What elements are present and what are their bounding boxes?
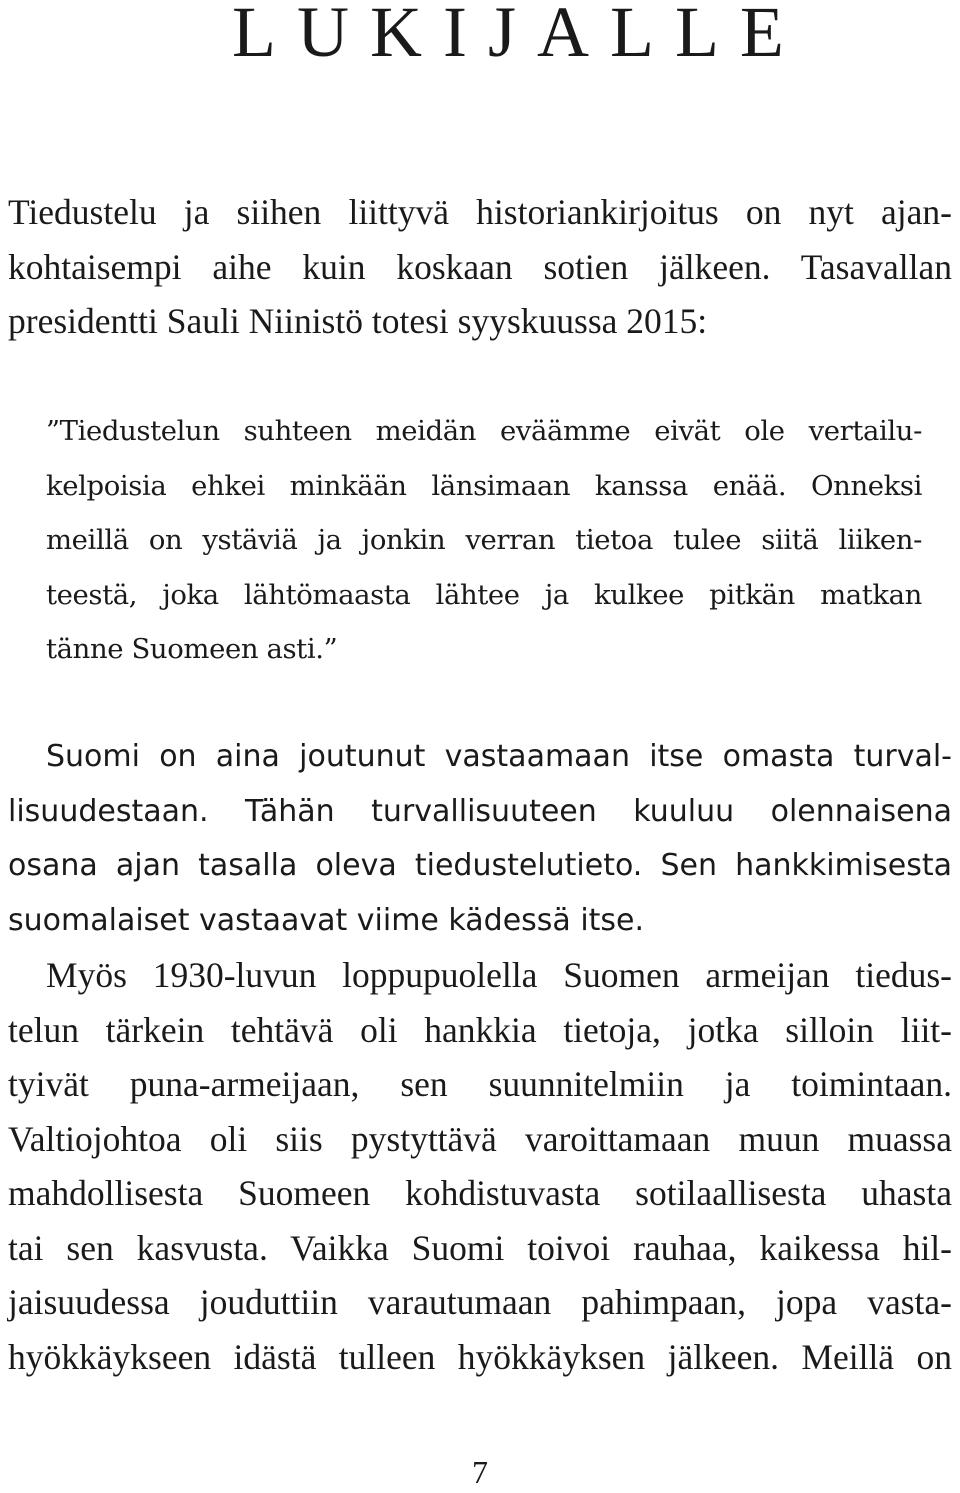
text-line: Suomi on aina joutunut vastaamaan itse omasta turval- [46,739,952,774]
quote-line: ”Tiedustelun suhteen meidän eväämme eivät ole vertailu- [46,415,922,447]
text-line: jaisuudessa jouduttiin varautumaan pahimpaan, jopa vasta- [8,1282,952,1322]
text-line: Valtiojohtoa oli siis pystyttävä varoittamaan muun muassa [8,1118,952,1159]
text-line: suomalaiset vastaavat viime kädessä itse. [8,902,645,938]
intro-paragraph [8,185,952,349]
text-line: lisuudestaan. Tähän turvallisuuteen kuuluu olennaisena [8,793,952,829]
text-line: Myös 1930-luvun loppupuolella Suomen armeijan tiedus- [46,955,952,995]
history-paragraph [8,948,952,1384]
text-line: Tiedustelu ja siihen liittyvä historiankirjoitus on nyt ajan- [8,192,952,232]
text-line: telun tärkein tehtävä oli hankkia tietoja, jotka silloin liit- [8,1009,952,1050]
security-paragraph [8,730,952,948]
page-number: 7 [472,1454,488,1490]
chapter-title: LUKIJALLE [232,0,805,72]
text-line: presidentti Sauli Niinistö totesi syyskuussa 2015: [8,301,708,341]
quote-line: tänne Suomeen asti.” [46,633,338,665]
text-line: tai sen kasvusta. Vaikka Suomi toivoi rauhaa, kaikessa hil- [8,1227,952,1268]
text-line: mahdollisesta Suomeen kohdistuvasta sotilaallisesta uhasta [8,1173,952,1213]
text-line: tyivät puna-armeijaan, sen suunnitelmiin ja toimintaan. [8,1064,952,1104]
quote-line: kelpoisia ehkei minkään länsimaan kanssa enää. Onneksi [46,469,922,502]
text-line: osana ajan tasalla oleva tiedustelutieto. Sen hankkimisesta [8,848,952,883]
quote-line: teestä, joka lähtömaasta lähtee ja kulkee pitkän matkan [46,578,922,611]
text-line: hyökkäykseen idästä tulleen hyökkäyksen jälkeen. Meillä on [8,1336,952,1377]
text-line: kohtaisempi aihe kuin koskaan sotien jälkeen. Tasavallan [8,246,952,287]
president-quote [46,404,922,677]
quote-line: meillä on ystäviä ja jonkin verran tietoa tulee siitä liiken- [46,524,922,556]
